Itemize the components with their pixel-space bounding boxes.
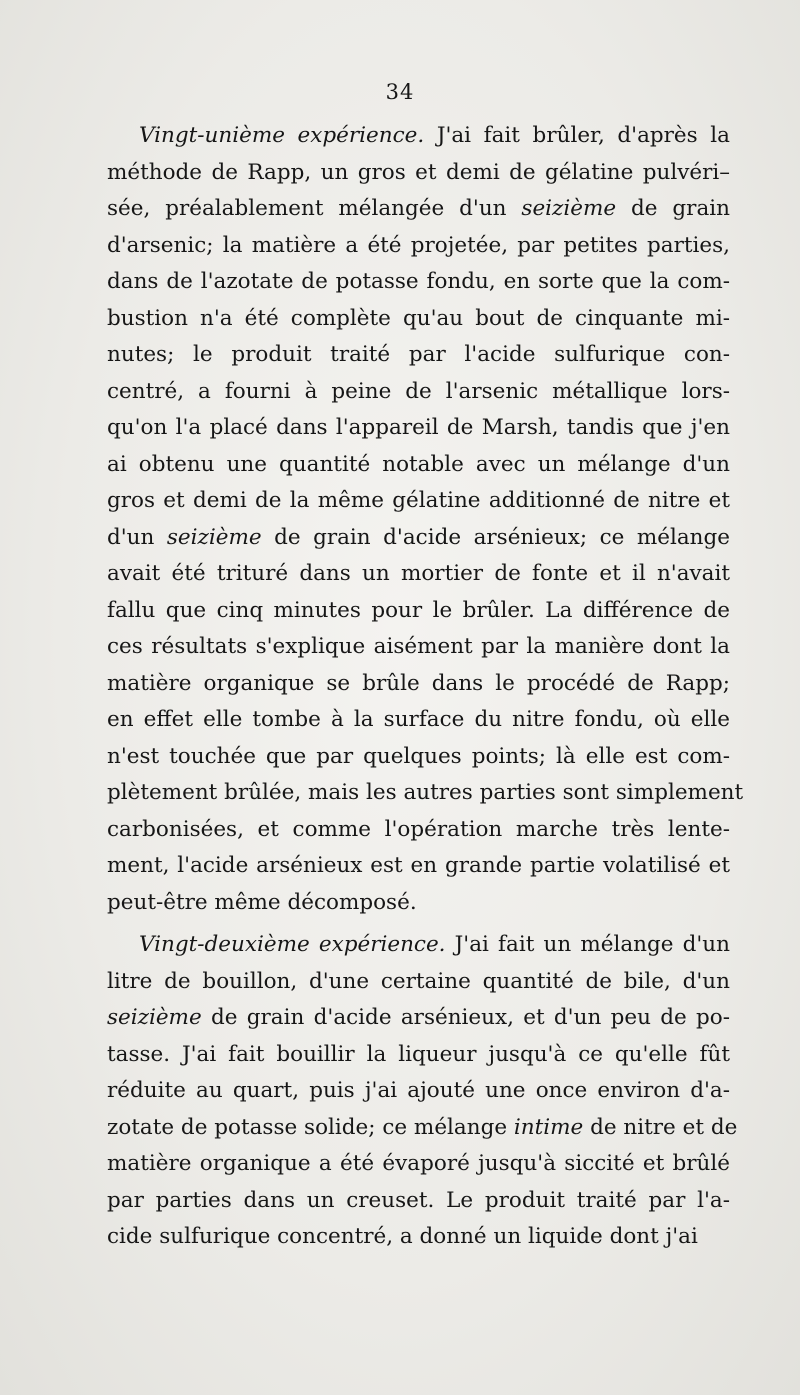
text-run: centré, a fourni à peine de l'arsenic métallique lors- [107, 378, 730, 404]
text-line [107, 301, 730, 338]
text-run: ai obtenu une quantité notable avec un mélange d'un [107, 451, 730, 477]
text-line [107, 1037, 730, 1074]
text-run: avait été trituré dans un mortier de fonte et il n'avait [107, 561, 730, 586]
text-line [107, 191, 730, 228]
text-line [107, 1183, 730, 1220]
text-run: n'est touchée que par quelques points; là elle est com- [107, 743, 730, 769]
text-line [107, 410, 730, 447]
text-line [107, 1000, 730, 1037]
text-line [107, 155, 730, 192]
text-run: réduite au quart, puis j'ai ajouté une once environ d'a- [107, 1078, 730, 1103]
text-run: d'arsenic; la matière a été projetée, par petites parties, [107, 232, 730, 258]
italic-text: Vingt-deuxième expérience. [139, 932, 446, 957]
text-line [107, 1219, 730, 1256]
text-line [107, 337, 730, 374]
text-line [107, 848, 730, 885]
text-line [107, 228, 730, 265]
text-run: de grain [616, 196, 730, 221]
text-line [107, 556, 730, 593]
text-line [107, 885, 730, 922]
text-run: bustion n'a été complète qu'au bout de cinquante mi- [107, 305, 730, 331]
text-run: nutes; le produit traité par l'acide sulfurique con- [107, 342, 730, 367]
text-run: J'ai fait un mélange d'un [445, 932, 731, 957]
text-run: cide sulfurique concentré, a donné un liquide dont j'ai [107, 1224, 698, 1249]
text-run: matière organique se brûle dans le procédé de Rapp; [107, 670, 730, 696]
text-line [107, 812, 730, 849]
text-run: plètement brûlée, mais les autres parties sont simplement [107, 780, 744, 805]
text-run: J'ai fait brûler, d'après la [424, 123, 730, 148]
text-run: litre de bouillon, d'une certaine quantité de bile, d'un [107, 968, 730, 994]
text-run: par parties dans un creuset. Le produit traité par l'a- [107, 1187, 730, 1213]
text-run: peut-être même décomposé. [107, 889, 417, 915]
page-number: 34 [385, 80, 415, 104]
text-run: gros et demi de la même gélatine additionné de nitre et [107, 488, 730, 513]
text-run: ment, l'acide arsénieux est en grande partie volatilisé et [107, 853, 730, 878]
text-line [107, 593, 730, 630]
text-line [107, 964, 730, 1001]
text-run: de nitre et de [583, 1114, 738, 1140]
text-line [107, 118, 730, 155]
text-run: zotate de potasse solide; ce mélange [107, 1114, 514, 1140]
italic-text: Vingt-unième expérience. [139, 123, 425, 148]
text-line [107, 374, 730, 411]
italic-text: seizième [107, 1005, 202, 1030]
text-line [107, 520, 730, 557]
text-run: tasse. J'ai fait bouillir la liqueur jusqu'à ce qu'elle fût [107, 1041, 730, 1067]
italic-text: seizième [521, 196, 617, 221]
text-run: de grain d'acide arsénieux, et d'un peu de po- [201, 1005, 730, 1030]
text-run: sée, préalablement mélangée d'un [107, 196, 522, 221]
text-line [107, 483, 730, 520]
text-run: fallu que cinq minutes pour le brûler. La différence de [107, 597, 730, 623]
text-line [107, 927, 730, 964]
text-line [107, 1073, 730, 1110]
body-text [107, 118, 744, 1256]
text-run: de grain d'acide arsénieux; ce mélange [261, 524, 731, 550]
italic-text: intime [513, 1114, 584, 1140]
text-run: dans de l'azotate de potasse fondu, en sorte que la com- [107, 269, 730, 294]
text-line [107, 629, 730, 666]
text-run: en effet elle tombe à la surface du nitre fondu, où elle [107, 707, 730, 732]
text-line [107, 666, 730, 703]
text-line [107, 702, 730, 739]
text-line [107, 264, 730, 301]
text-line [107, 775, 744, 812]
text-line [107, 739, 730, 776]
text-run: qu'on l'a placé dans l'appareil de Marsh, tandis que j'en [107, 415, 730, 440]
text-run: méthode de Rapp, un gros et demi de gélatine pulvéri– [107, 159, 730, 185]
text-line [107, 1146, 730, 1183]
text-run: ces résultats s'explique aisément par la manière dont la [107, 634, 730, 659]
text-line [107, 447, 730, 484]
text-run: carbonisées, et comme l'opération marche très lente- [107, 816, 730, 842]
text-line [107, 1110, 738, 1147]
text-run: matière organique a été évaporé jusqu'à siccité et brûlé [107, 1151, 730, 1176]
text-run: d'un [107, 524, 167, 550]
italic-text: seizième [166, 524, 262, 550]
